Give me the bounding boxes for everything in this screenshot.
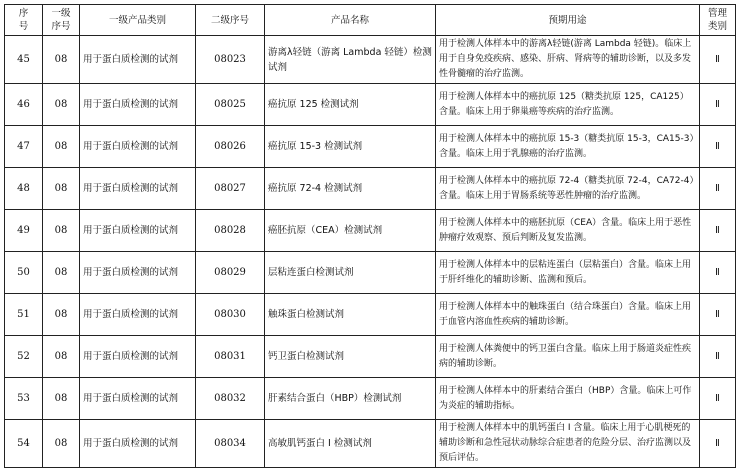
cell-l1-category: 用于蛋白质检测的试剂	[80, 168, 196, 210]
cell-l2-seq: 08026	[196, 126, 265, 168]
cell-seq: 52	[5, 336, 43, 378]
cell-seq: 51	[5, 294, 43, 336]
cell-l2-seq: 08030	[196, 294, 265, 336]
cell-mgmt-class: Ⅱ	[700, 210, 736, 252]
cell-l1-seq: 08	[43, 252, 80, 294]
cell-l1-category: 用于蛋白质检测的试剂	[80, 420, 196, 468]
cell-mgmt-class: Ⅱ	[700, 84, 736, 126]
cell-l1-category: 用于蛋白质检测的试剂	[80, 126, 196, 168]
cell-mgmt-class: Ⅱ	[700, 36, 736, 84]
cell-intended-use: 用于检测人体粪便中的钙卫蛋白含量。临床上用于肠道炎症性疾病的辅助诊断。	[436, 336, 700, 378]
header-product-name: 产品名称	[265, 5, 436, 36]
header-intended-use: 预期用途	[436, 5, 700, 36]
cell-l1-seq: 08	[43, 420, 80, 468]
cell-l1-category: 用于蛋白质检测的试剂	[80, 252, 196, 294]
cell-intended-use: 用于检测人体样本中的癌胚抗原（CEA）含量。临床上用于恶性肿瘤疗效观察、预后判断及复发监测。	[436, 210, 700, 252]
cell-l1-category: 用于蛋白质检测的试剂	[80, 36, 196, 84]
cell-intended-use: 用于检测人体样本中的游离λ轻链(游离 Lambda 轻链)。临床上用于自身免疫疾病、感染、肝病、肾病等的辅助诊断，以及多发性骨髓瘤的治疗监测。	[436, 36, 700, 84]
cell-seq: 47	[5, 126, 43, 168]
cell-l1-category: 用于蛋白质检测的试剂	[80, 84, 196, 126]
cell-l2-seq: 08027	[196, 168, 265, 210]
cell-intended-use: 用于检测人体样本中的癌抗原 15-3（糖类抗原 15-3，CA15-3）含量。临床上用于乳腺癌的治疗监测。	[436, 126, 700, 168]
cell-product-name: 癌抗原 15-3 检测试剂	[265, 126, 436, 168]
table-row	[5, 420, 736, 468]
table-row	[5, 126, 736, 168]
cell-mgmt-class: Ⅱ	[700, 168, 736, 210]
cell-seq: 49	[5, 210, 43, 252]
cell-l1-seq: 08	[43, 168, 80, 210]
cell-l1-seq: 08	[43, 36, 80, 84]
table-row	[5, 168, 736, 210]
cell-l1-category: 用于蛋白质检测的试剂	[80, 336, 196, 378]
cell-l1-seq: 08	[43, 210, 80, 252]
cell-intended-use: 用于检测人体样本中的癌抗原 72-4（糖类抗原 72-4，CA72-4）含量。临床上用于胃肠系统等恶性肿瘤的治疗监测。	[436, 168, 700, 210]
cell-product-name: 癌胚抗原（CEA）检测试剂	[265, 210, 436, 252]
cell-seq: 45	[5, 36, 43, 84]
cell-seq: 46	[5, 84, 43, 126]
cell-l2-seq: 08032	[196, 378, 265, 420]
cell-mgmt-class: Ⅱ	[700, 336, 736, 378]
header-row	[5, 5, 736, 36]
cell-intended-use: 用于检测人体样本中的触珠蛋白（结合珠蛋白）含量。临床上用于血管内溶血性疾病的辅助诊断。	[436, 294, 700, 336]
cell-product-name: 钙卫蛋白检测试剂	[265, 336, 436, 378]
cell-product-name: 肝素结合蛋白（HBP）检测试剂	[265, 378, 436, 420]
cell-intended-use: 用于检测人体样本中的层粘连蛋白（层粘蛋白）含量。临床上用于肝纤维化的辅助诊断、监测和预后。	[436, 252, 700, 294]
cell-l2-seq: 08028	[196, 210, 265, 252]
cell-mgmt-class: Ⅱ	[700, 252, 736, 294]
header-l2-seq: 二级序号	[196, 5, 265, 36]
cell-l1-category: 用于蛋白质检测的试剂	[80, 378, 196, 420]
cell-l1-category: 用于蛋白质检测的试剂	[80, 210, 196, 252]
cell-product-name: 触珠蛋白检测试剂	[265, 294, 436, 336]
cell-l1-category: 用于蛋白质检测的试剂	[80, 294, 196, 336]
cell-seq: 50	[5, 252, 43, 294]
cell-l1-seq: 08	[43, 126, 80, 168]
cell-l2-seq: 08023	[196, 36, 265, 84]
cell-product-name: 癌抗原 72-4 检测试剂	[265, 168, 436, 210]
cell-intended-use: 用于检测人体样本中的癌抗原 125（糖类抗原 125，CA125）含量。临床上用于卵巢癌等疾病的治疗监测。	[436, 84, 700, 126]
cell-l1-seq: 08	[43, 336, 80, 378]
cell-product-name: 游离λ轻链（游离 Lambda 轻链）检测试剂	[265, 36, 436, 84]
table-row	[5, 294, 736, 336]
cell-seq: 48	[5, 168, 43, 210]
cell-mgmt-class: Ⅱ	[700, 294, 736, 336]
table-row	[5, 378, 736, 420]
header-seq: 序 号	[5, 5, 43, 36]
cell-intended-use: 用于检测人体样本中的肝素结合蛋白（HBP）含量。临床上可作为炎症的辅助指标。	[436, 378, 700, 420]
cell-l1-seq: 08	[43, 294, 80, 336]
cell-l1-seq: 08	[43, 84, 80, 126]
cell-product-name: 癌抗原 125 检测试剂	[265, 84, 436, 126]
table-row	[5, 36, 736, 84]
cell-product-name: 层粘连蛋白检测试剂	[265, 252, 436, 294]
header-l1-seq: 一级 序号	[43, 5, 80, 36]
cell-intended-use: 用于检测人体样本中的肌钙蛋白 I 含量。临床上用于心肌梗死的辅助诊断和急性冠状动脉综合症患者的危险分层、治疗监测以及预后评估。	[436, 420, 700, 468]
table-row	[5, 84, 736, 126]
cell-seq: 54	[5, 420, 43, 468]
cell-l2-seq: 08031	[196, 336, 265, 378]
cell-mgmt-class: Ⅱ	[700, 420, 736, 468]
cell-seq: 53	[5, 378, 43, 420]
header-l1-category: 一级产品类别	[80, 5, 196, 36]
table-row	[5, 210, 736, 252]
cell-product-name: 高敏肌钙蛋白 I 检测试剂	[265, 420, 436, 468]
table-row	[5, 336, 736, 378]
cell-mgmt-class: Ⅱ	[700, 126, 736, 168]
cell-l2-seq: 08034	[196, 420, 265, 468]
header-mgmt-class: 管理 类别	[700, 5, 736, 36]
cell-l1-seq: 08	[43, 378, 80, 420]
table-row	[5, 252, 736, 294]
cell-l2-seq: 08025	[196, 84, 265, 126]
cell-mgmt-class: Ⅱ	[700, 378, 736, 420]
cell-l2-seq: 08029	[196, 252, 265, 294]
device-classification-table	[4, 4, 736, 468]
